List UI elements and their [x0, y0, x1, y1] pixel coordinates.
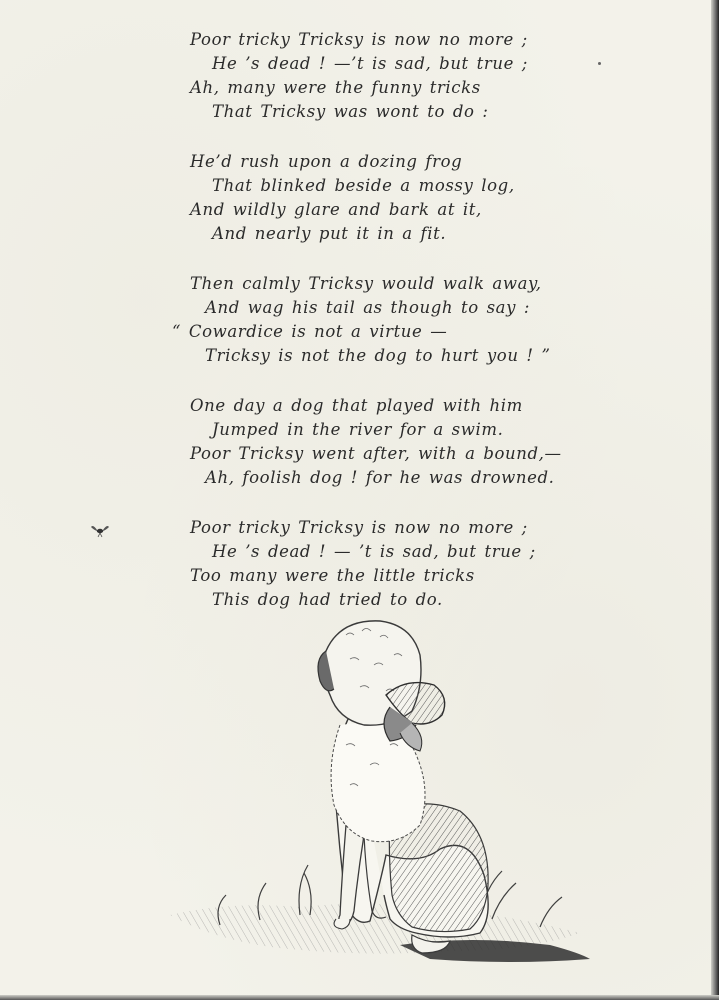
fly-icon — [88, 520, 112, 540]
sitting-dog-sketch-icon — [150, 615, 620, 975]
poem-line: That Tricksy was wont to do : — [212, 102, 489, 121]
poem — [0, 30, 719, 640]
poem-line: “ Cowardice is not a virtue — — [172, 322, 448, 341]
poem-line: And wildly glare and bark at it, — [190, 200, 482, 219]
page-bottom-edge — [0, 995, 719, 1000]
poem-line: He ’s dead ! — ’t is sad, but true ; — [212, 542, 536, 561]
poem-line: Then calmly Tricksy would walk away, — [190, 274, 542, 293]
poem-line: Poor Tricksy went after, with a bound,— — [190, 444, 562, 463]
stanza-4 — [0, 396, 719, 490]
poem-line: Ah, many were the funny tricks — [190, 78, 481, 97]
poem-line: He ’s dead ! —’t is sad, but true ; — [212, 54, 528, 73]
poem-line: And wag his tail as though to say : — [205, 298, 531, 317]
poem-line: Poor tricky Tricksy is now no more ; — [190, 30, 528, 49]
poem-line: Jumped in the river for a swim. — [212, 420, 504, 439]
stanza-3 — [0, 274, 719, 368]
poem-line: He’d rush upon a dozing frog — [190, 152, 463, 171]
poem-line: Poor tricky Tricksy is now no more ; — [190, 518, 528, 537]
poem-line: And nearly put it in a fit. — [212, 224, 447, 243]
page-edge-shadow — [711, 0, 719, 1000]
poem-line: One day a dog that played with him — [190, 396, 523, 415]
poem-line: This dog had tried to do. — [212, 590, 443, 609]
poem-line: Too many were the little tricks — [190, 566, 475, 585]
poem-line: Tricksy is not the dog to hurt you ! ” — [205, 346, 551, 365]
poem-line: Ah, foolish dog ! for he was drowned. — [205, 468, 555, 487]
paper-speck — [598, 62, 601, 65]
stanza-1 — [0, 30, 719, 124]
poem-line: That blinked beside a mossy log, — [212, 176, 515, 195]
stanza-2 — [0, 152, 719, 246]
